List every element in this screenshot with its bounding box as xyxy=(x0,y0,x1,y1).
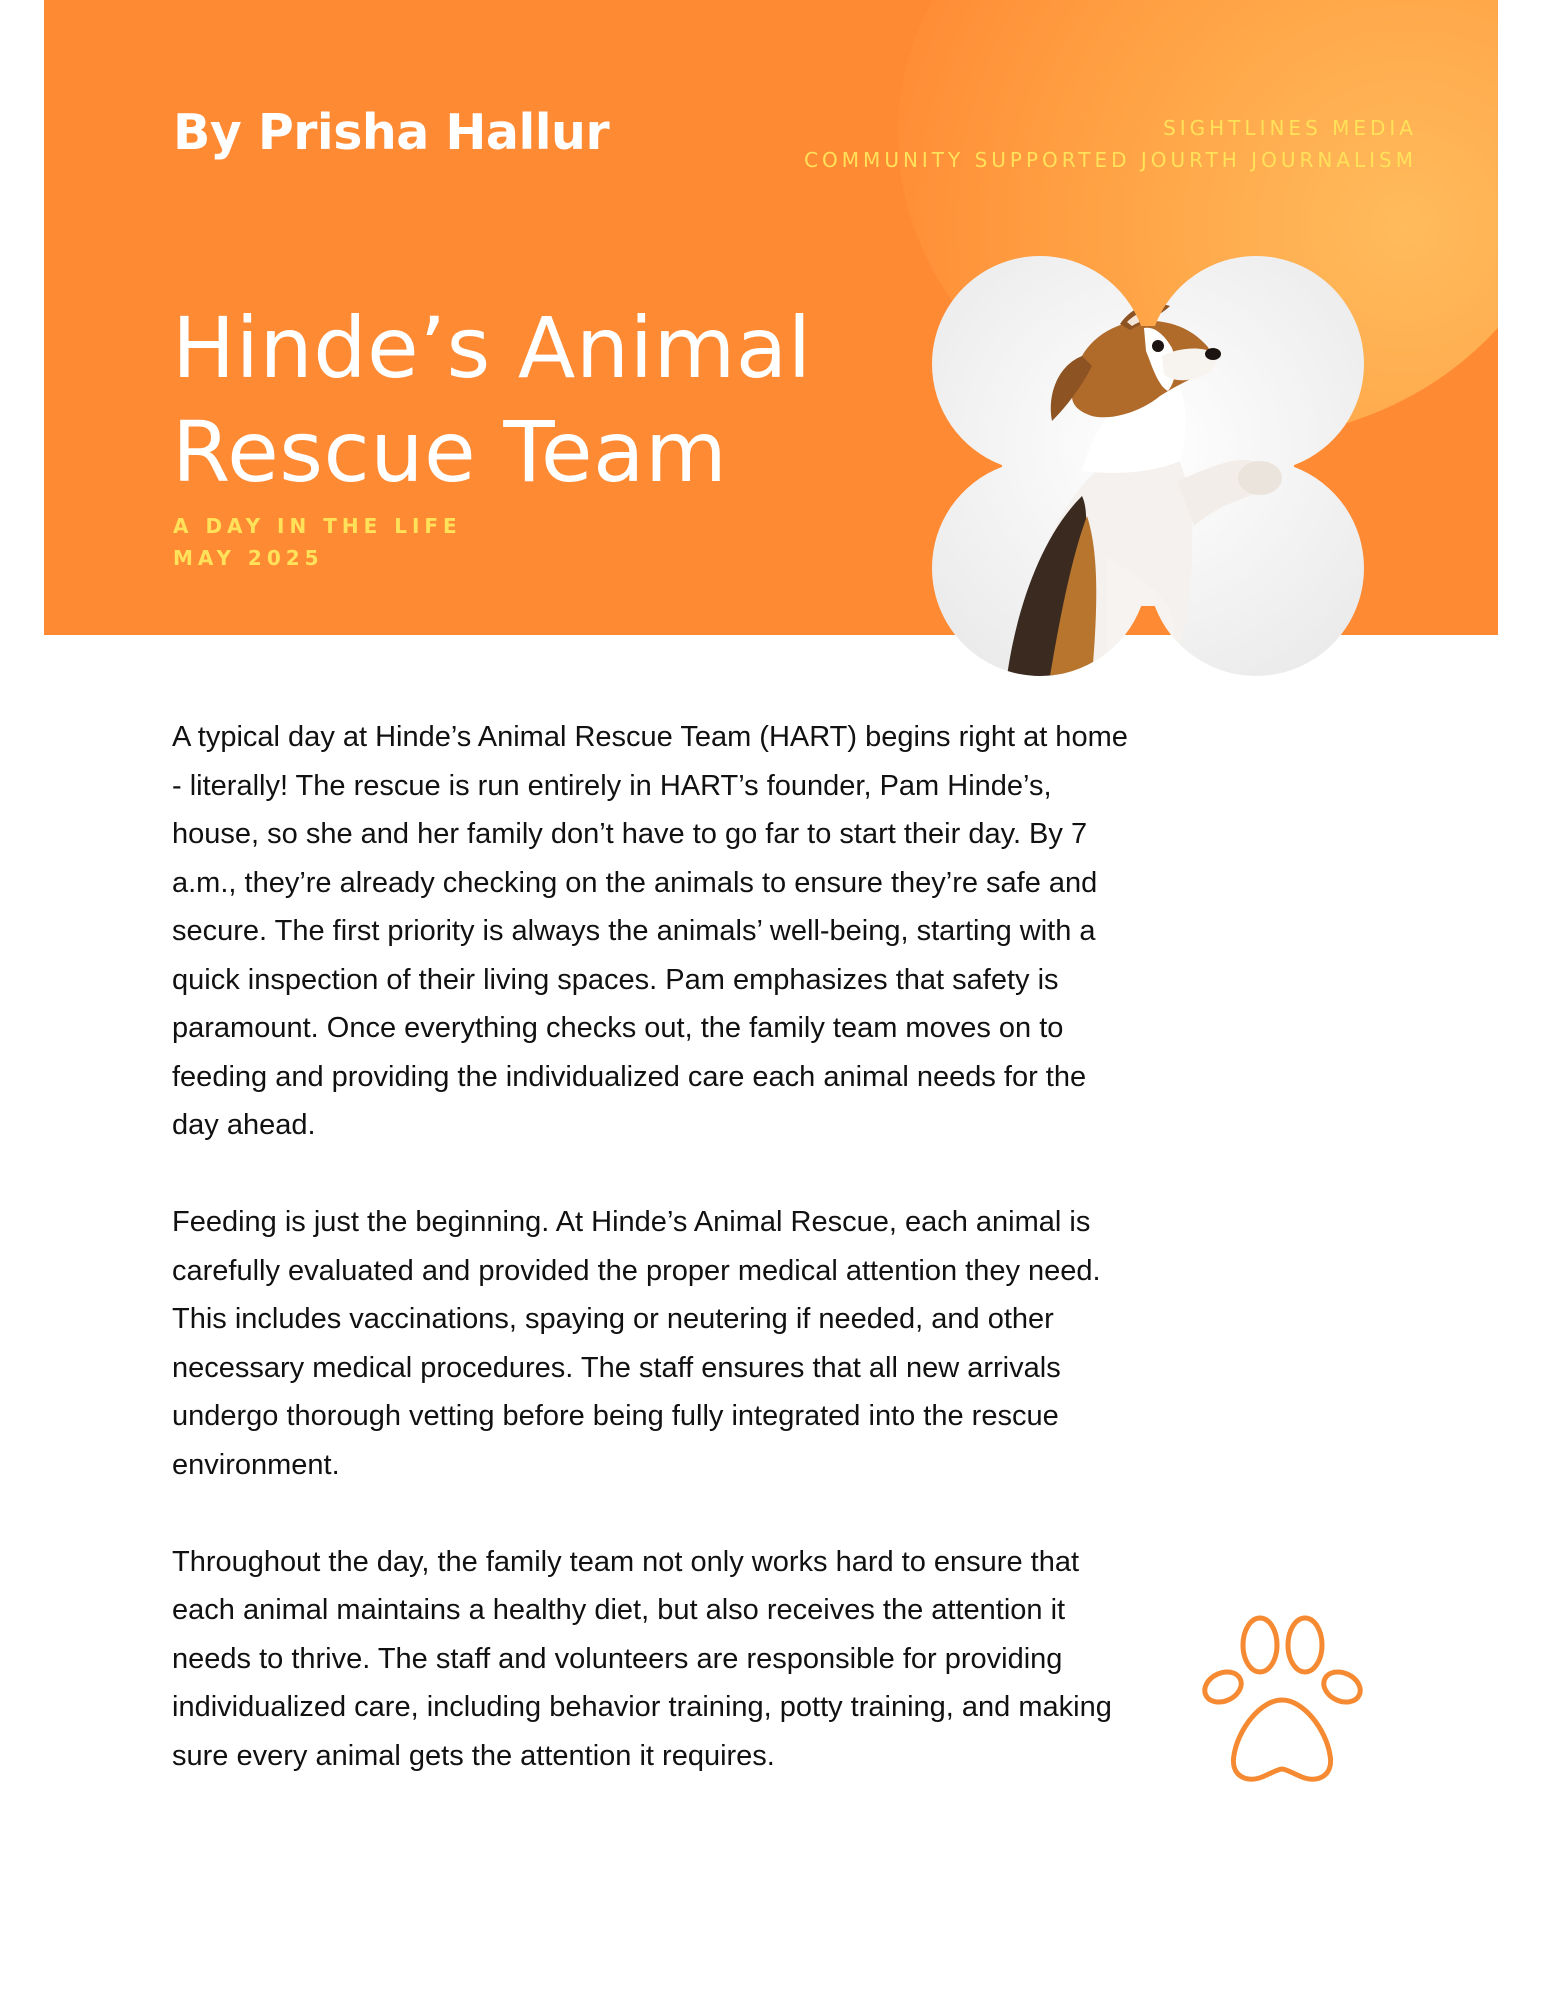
publisher-block xyxy=(804,112,1417,176)
kicker-line-1: A DAY IN THE LIFE xyxy=(173,514,462,538)
article-paragraph-1: A typical day at Hinde’s Animal Rescue Team (HART) begins right at home - literally! The rescue is run entirely in HART’s founder, Pam Hinde’s, house, so she and her family don’t have to go far to start their day. By 7 a.m., they’re already checking on the animals to ensure they’re safe and secure. The first priority is always the animals’ well-being, starting with a quick inspection of their living spaces. Pam emphasizes that safety is paramount. Once everything checks out, the family team moves on to feeding and providing the individualized care each animal needs for the day ahead. xyxy=(172,721,1128,1141)
page-title xyxy=(172,296,812,504)
article-paragraph-3: Throughout the day, the family team not only works hard to ensure that each animal maintains a healthy diet, but also receives the attention it needs to thrive. The staff and volunteers are responsible for providing individualized care, including behavior training, potty training, and making sure every animal gets the attention it requires. xyxy=(172,1545,1112,1772)
publisher-name: SIGHTLINES MEDIA xyxy=(1163,116,1417,140)
kicker-date: MAY 2025 xyxy=(173,546,324,570)
publisher-tagline: COMMUNITY SUPPORTED JOURTH JOURNALISM xyxy=(804,148,1417,172)
article-paragraph-2: Feeding is just the beginning. At Hinde’s Animal Rescue, each animal is carefully evaluated and provided the proper medical attention they need. This includes vaccinations, spaying or neutering if needed, and other necessary medical procedures. The staff ensures that all new arrivals undergo thorough vetting before being fully integrated into the rescue environment. xyxy=(172,1206,1101,1481)
dog-photo xyxy=(932,256,1364,676)
byline: By Prisha Hallur xyxy=(173,104,610,161)
paw-print-icon xyxy=(1200,1615,1365,1785)
article-body xyxy=(172,713,1132,1829)
section-kicker xyxy=(173,510,462,574)
title-line-2: Rescue Team xyxy=(172,403,728,501)
title-line-1: Hinde’s Animal xyxy=(172,299,812,397)
